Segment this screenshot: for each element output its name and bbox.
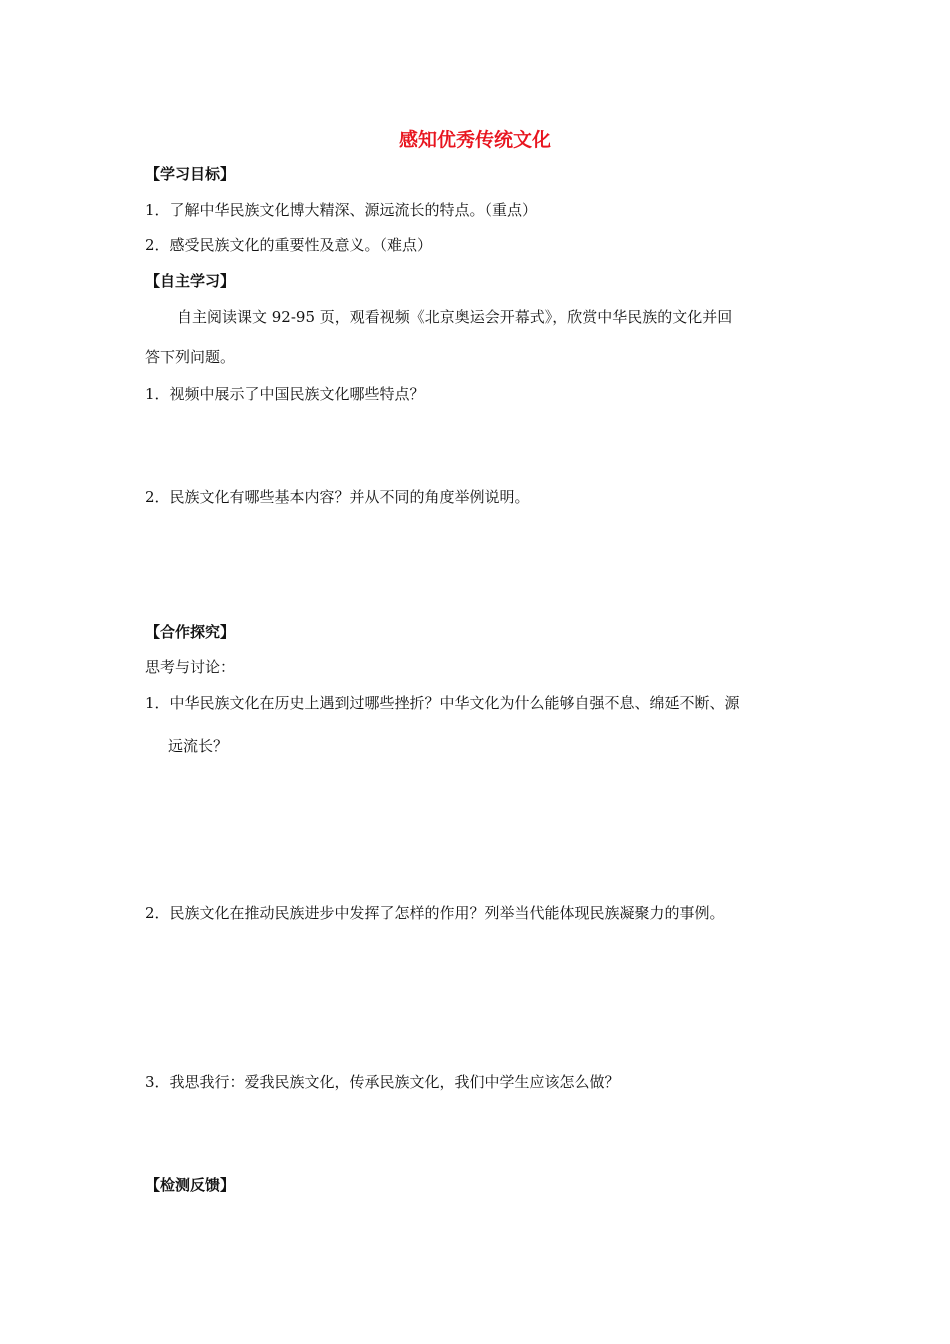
self-study-question-1: 1．视频中展示了中国民族文化哪些特点？ <box>145 385 425 403</box>
self-study-question-2: 2．民族文化有哪些基本内容？并从不同的角度举例说明。 <box>145 488 530 506</box>
section-heading-cooperation: 【合作探究】 <box>145 623 236 641</box>
section-heading-self-study: 【自主学习】 <box>145 272 236 290</box>
cooperation-question-1-line2: 远流长？ <box>168 737 229 755</box>
discussion-label: 思考与讨论： <box>145 658 236 676</box>
cooperation-question-3: 3．我思我行：爱我民族文化，传承民族文化，我们中学生应该怎么做？ <box>145 1073 620 1091</box>
page-title: 感知优秀传统文化 <box>398 129 551 151</box>
section-heading-feedback: 【检测反馈】 <box>145 1176 236 1194</box>
self-study-intro-line2: 答下列问题。 <box>145 348 236 366</box>
cooperation-question-1-line1: 1．中华民族文化在历史上遇到过哪些挫折？中华文化为什么能够自强不息、绵延不断、源 <box>145 694 740 712</box>
goal-item-1: 1．了解中华民族文化博大精深、源远流长的特点。（重点） <box>145 201 538 219</box>
cooperation-question-2: 2．民族文化在推动民族进步中发挥了怎样的作用？列举当代能体现民族凝聚力的事例。 <box>145 904 725 922</box>
goal-item-2: 2．感受民族文化的重要性及意义。（难点） <box>145 236 433 254</box>
self-study-intro-line1: 自主阅读课文 92-95 页，观看视频《北京奥运会开幕式》，欣赏中华民族的文化并回 <box>177 308 733 326</box>
section-heading-goals: 【学习目标】 <box>145 165 236 183</box>
